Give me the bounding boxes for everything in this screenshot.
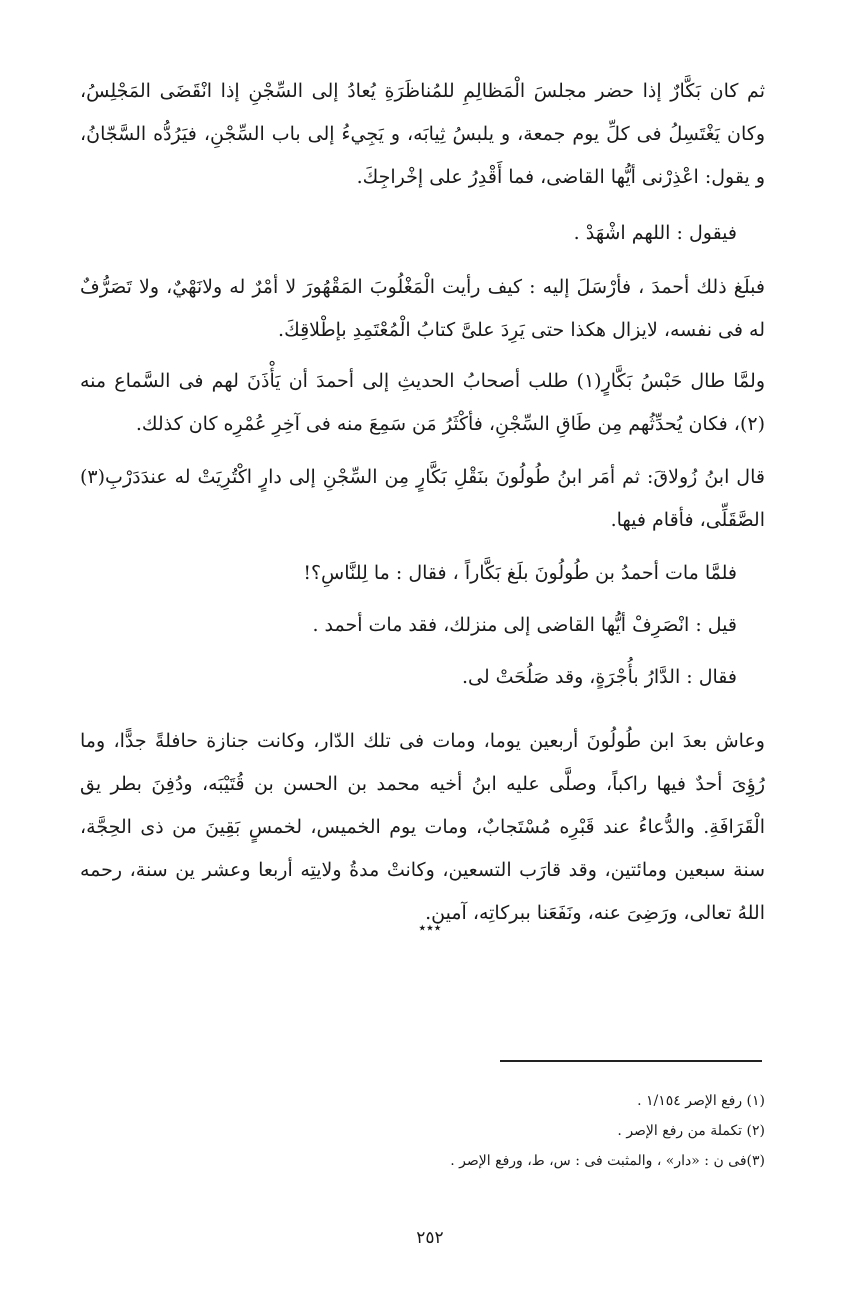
paragraph-rented-house: فقال : الدَّارُ بأُجْرَةٍ، وقد صَلُحَتْ لى. bbox=[461, 666, 737, 688]
paragraph-hadith-students: ولمَّا طال حَبْسُ بَكَّارٍ(١) طلب أصحابُ الحديثِ إلى أحمدَ أن يَأْذَنَ لهم فى السَّماع منه (٢)، فكان يُحدِّثُهم مِن طَاقِ السِّجْنِ، فأكْثَرُ مَن سَمِعَ منه فى آخِرِ عُمْرِه كان كذلك. bbox=[80, 370, 766, 435]
paragraph-bakkar-prison: ثم كان بَكَّارٌ إذا حضر مجلسَ الْمَظالِمِ للمُناظَرَةِ يُعادُ إلى السِّجْنِ إذا انْقَضَى المَجْلِسُ، وكان يَغْتَسِلُ فى كلِّ يوم جمعة، و يلبسُ ثِيابَه، و يَجِيءُ إلى باب السِّجْنِ، فيَرُدُّه السَّجّانُ، و يقول: اعْذِرْنى أيُّها القاضى، فما أَقْدِرُ على إخْراجِكَ. bbox=[80, 80, 765, 188]
paragraph-bakkar-death: وعاش بعدَ ابن طُولُونَ أربعين يوما، ومات فى تلك الدّار، وكانت جنازة حافلةً جدًّا، وما رُؤِىَ أحدٌ فيها راكباً، وصلَّى عليه ابنُ أخيه محمد بن الحسن بن قُتَيْبَه، ودُفِنَ بطر يق الْقَرَافَةِ. والدُّعاءُ عند قَبْرِه مُسْتَجابٌ، ومات يوم الخميس، لخمسٍ بَقِينَ من ذى الحِجَّة، سنة سبعين ومائتين، وقد قارَب التسعين، وكانتْ مدةُ ولايتِه أربعا وعشر ين سنة، رحمه اللهُ تعالى، ورَضِىَ عنه، ونَفَعَنا ببركاتِه، آمين. bbox=[80, 730, 765, 924]
footnote-1: (١) رفع الإصر ١/١٥٤ . bbox=[637, 1093, 765, 1109]
paragraph-oath: فيقول : اللهم اشْهَدْ . bbox=[573, 222, 737, 244]
section-separator: ٭٭٭ bbox=[418, 920, 442, 936]
footnote-2: (٢) تكملة من رفع الإصر . bbox=[617, 1123, 765, 1139]
paragraph-go-home: قيل : انْصَرِفْ أيُّها القاضى إلى منزلك، فقد مات أحمد . bbox=[312, 614, 737, 636]
footnote-3: (٣)فى ن : «دار» ، والمثبت فى : س، ط، ورفع الإصر . bbox=[450, 1153, 765, 1169]
page-number: ٢٥٢ bbox=[416, 1228, 444, 1248]
paragraph-ahmad-message: فبلَغ ذلك أحمدَ ، فأرْسَلَ إليه : كيف رأيت الْمَغْلُوبَ المَقْهُورَ لا أمْرٌ له ولانَهْيٌ، ولا تَصَرُّفٌ له فى نفسه، لايزال هكذا حتى يَرِدَ علىَّ كتابُ الْمُعْتَمِدِ بإطْلاقِكَ. bbox=[80, 276, 765, 341]
footnote-divider bbox=[500, 1060, 762, 1062]
paragraph-ibn-zulaq: قال ابنُ زُولاقَ: ثم أمَر ابنُ طُولُونَ بنَقْلِ بَكَّارٍ مِن السِّجْنِ إلى دارٍ اكْتُرِيَتْ له عندَدَرْبِ(٣) الصَّقَلِّى، فأقام فيها. bbox=[80, 466, 765, 531]
paragraph-death-of-ahmad: فلمَّا مات أحمدُ بن طُولُونَ بلَغ بَكَّاراً ، فقال : ما لِلنَّاسِ؟! bbox=[303, 562, 737, 584]
